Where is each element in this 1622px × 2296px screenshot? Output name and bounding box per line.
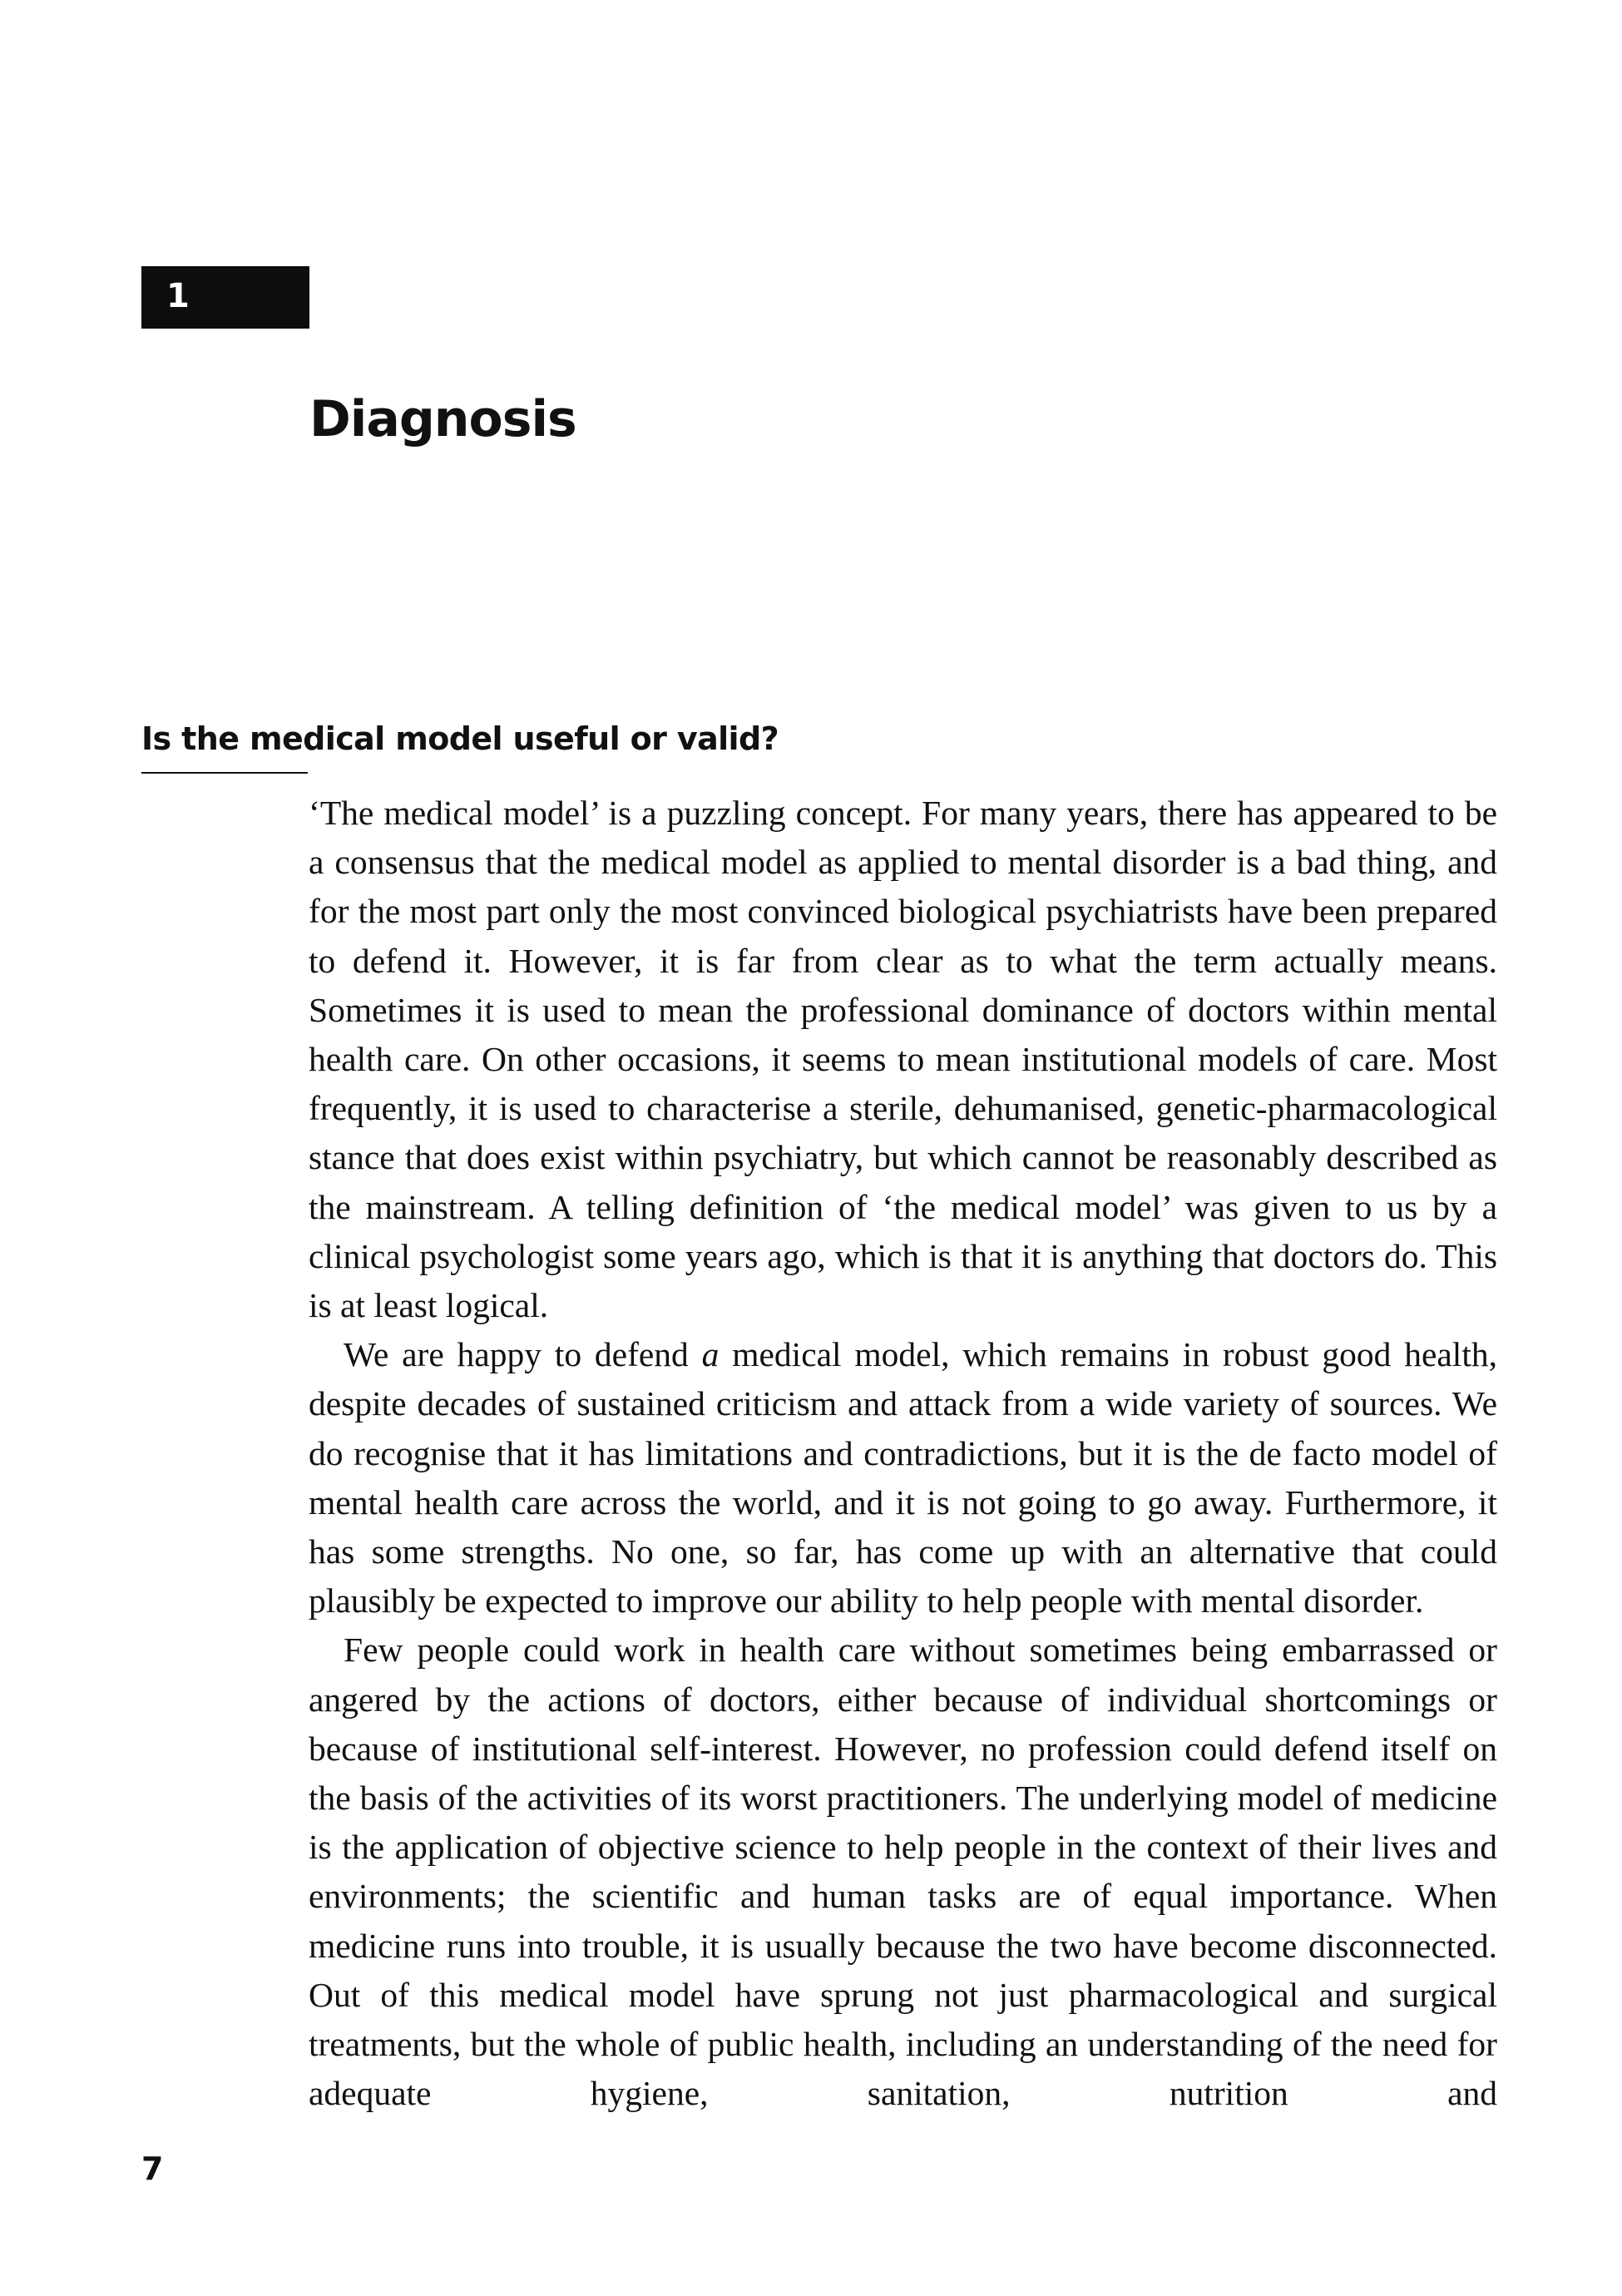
paragraph-1: ‘The medical model’ is a puzzling concept. For many years, there has appeared to be a consensus that the medical model as applied to mental disorder is a bad thing, and for the most part only the most convinced biological psychiatrists have been prepared to defend it. However, it is far from clear as to what the term actually means. Sometimes it is used to mean the professional dominance of doctors within mental health care. On other occasions, it seems to mean institutional models of care. Most frequently, it is used to characterise a sterile, dehumanised, genetic-pharmacological stance that does exist within psychiatry, but which cannot be reasonably described as the mainstream. A telling definition of ‘the medical model’ was given to us by a clinical psychologist some years ago, which is that it is anything that doctors do. This is at least logical. xyxy=(309,794,1497,1325)
page-number: 7 xyxy=(141,2150,164,2187)
paragraph-2-italic-word: a xyxy=(701,1335,720,1374)
paragraph-2 xyxy=(309,1330,1497,1626)
paragraph-3: Few people could work in health care without sometimes being embarrassed or angered by the actions of doctors, either because of individual shortcomings or because of institutional self-interest. However, no profession could defend itself on the basis of the activities of its worst practitioners. The underlying model of medicine is the application of objective science to help people in the context of their lives and environments; the scientific and human tasks are of equal importance. When medicine runs into trouble, it is usually because the two have become disconnected. Out of this medical model have sprung not just pharmacological and surgical treatments, but the whole of public health, including an understanding of the need for adequate hygiene, sanitation, nutrition and xyxy=(309,1630,1497,2113)
section-heading-rule xyxy=(141,772,308,774)
paragraph-2-start: We are happy to defend xyxy=(344,1335,702,1374)
section-heading: Is the medical model useful or valid? xyxy=(141,720,779,757)
chapter-number: 1 xyxy=(166,277,190,315)
body-text xyxy=(309,789,1497,2118)
chapter-title: Diagnosis xyxy=(309,390,576,448)
chapter-number-block xyxy=(141,266,309,329)
paragraph-2-rest: medical model, which remains in robust good health, despite decades of sustained criticism and attack from a wide variety of sources. We do recognise that it has limitations and contradictions, but it is the de facto model of mental health care across the world, and it is not going to go away. Furthermore, it has some strengths. No one, so far, has come up with an alternative that could plausibly be expected to improve our ability to help people with mental disorder. xyxy=(309,1335,1497,1621)
